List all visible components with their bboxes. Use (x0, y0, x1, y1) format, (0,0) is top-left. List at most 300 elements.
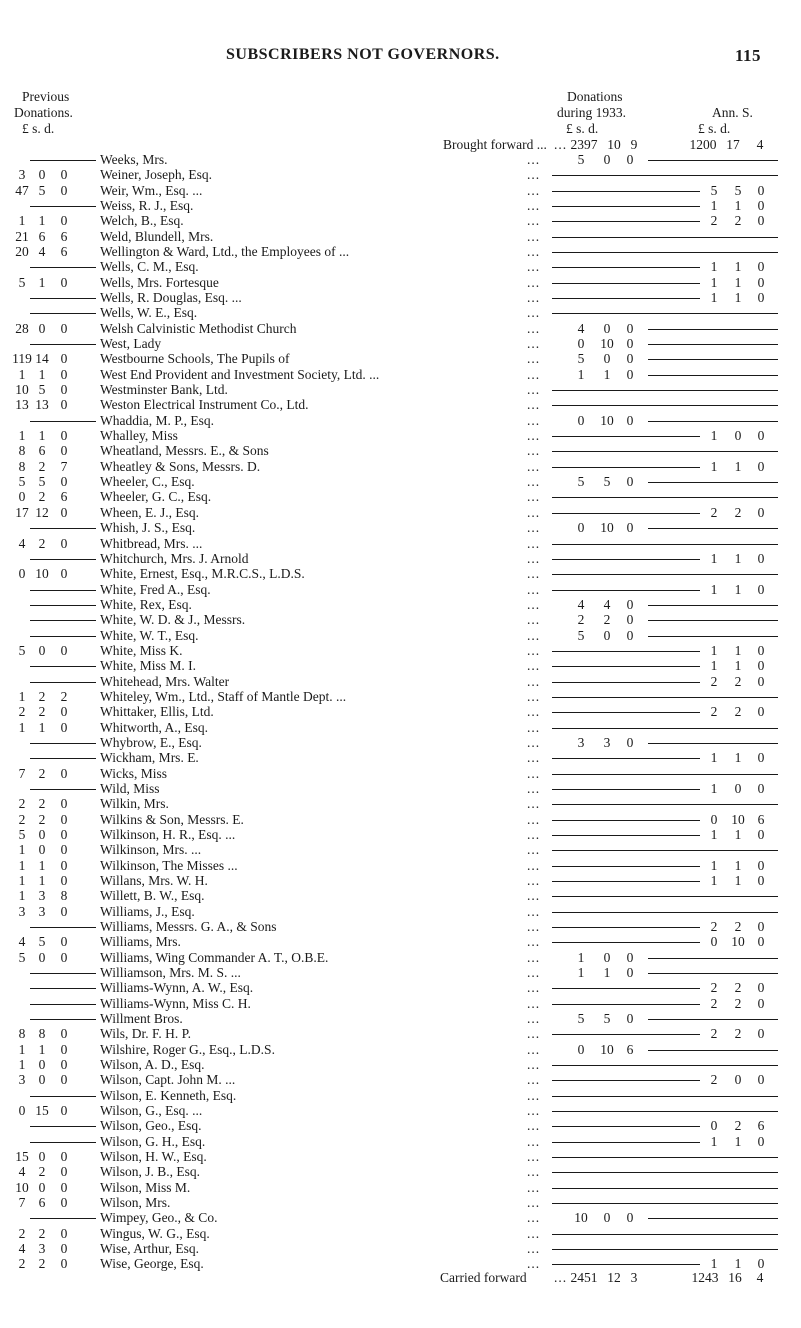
row-donation-dash (552, 820, 700, 821)
leader-dots: ... (527, 551, 541, 566)
row-previous-pounds: 5 (18, 950, 26, 965)
row-annual-pounds: 0 (710, 934, 718, 949)
leader-dots: ... (527, 720, 541, 735)
row-empty-dash (552, 544, 778, 545)
row-previous-pence: 0 (60, 1195, 68, 1210)
row-annual-shillings: 1 (734, 827, 742, 842)
row-previous-shillings: 2 (38, 1256, 46, 1271)
row-previous-pounds: 1 (18, 842, 26, 857)
row-annual-pounds: 1 (710, 290, 718, 305)
row-donation-pence: 0 (626, 321, 634, 336)
leader-dots: ... (527, 827, 541, 842)
row-previous-pence: 0 (60, 827, 68, 842)
row-previous-shillings: 0 (38, 1072, 46, 1087)
row-previous-pounds: 1 (18, 367, 26, 382)
subscriber-name: Whitchurch, Mrs. J. Arnold (100, 551, 249, 566)
subscriber-name: Wheeler, C., Esq. (100, 474, 195, 489)
brought-forward-donation-shillings: 10 (607, 137, 621, 152)
subscriber-name: Wheeler, G. C., Esq. (100, 489, 212, 504)
row-annual-shillings: 1 (734, 259, 742, 274)
row-annual-shillings: 0 (734, 781, 742, 796)
row-previous-pounds: 10 (15, 1180, 29, 1195)
row-donation-dash (552, 191, 700, 192)
subscriber-name: Wicks, Miss (100, 766, 167, 781)
subscriber-name: White, W. D. & J., Messrs. (100, 612, 246, 627)
row-donation-shillings: 5 (603, 474, 611, 489)
row-annual-pence: 0 (757, 704, 765, 719)
row-annual-pence: 0 (757, 428, 765, 443)
row-previous-shillings: 3 (38, 1241, 46, 1256)
row-annual-dash (648, 743, 778, 744)
carried-forward-annual-pounds: 1243 (691, 1270, 719, 1285)
row-previous-shillings: 1 (38, 367, 46, 382)
row-annual-pence: 0 (757, 674, 765, 689)
row-previous-pounds: 1 (18, 1042, 26, 1057)
running-title: SUBSCRIBERS NOT GOVERNORS. (226, 46, 500, 63)
row-previous-pence: 0 (60, 183, 68, 198)
row-previous-shillings: 1 (38, 428, 46, 443)
subscriber-name: Wimpey, Geo., & Co. (100, 1210, 218, 1225)
subscriber-name: Weiner, Joseph, Esq. (100, 167, 212, 182)
row-previous-dash (30, 1126, 96, 1127)
row-annual-pence: 0 (757, 996, 765, 1011)
leader-dots: ... (527, 643, 541, 658)
row-annual-shillings: 2 (734, 704, 742, 719)
row-annual-dash (648, 344, 778, 345)
row-previous-pounds: 4 (18, 1241, 26, 1256)
row-annual-pence: 0 (757, 643, 765, 658)
previous-header-line1: Previous (22, 89, 70, 104)
row-previous-dash (30, 682, 96, 683)
row-previous-shillings: 6 (38, 443, 46, 458)
row-previous-dash (30, 973, 96, 974)
row-annual-shillings: 1 (734, 551, 742, 566)
row-empty-dash (552, 451, 778, 452)
row-annual-pence: 0 (757, 198, 765, 213)
subscriber-name: Wheatley & Sons, Messrs. D. (100, 459, 261, 474)
leader-dots: ... (527, 520, 541, 535)
row-donation-pence: 0 (626, 351, 634, 366)
row-previous-pounds: 0 (18, 489, 26, 504)
row-previous-dash (30, 590, 96, 591)
row-previous-shillings: 2 (38, 766, 46, 781)
subscriber-name: Weir, Wm., Esq. ... (100, 183, 203, 198)
row-donation-shillings: 0 (603, 152, 611, 167)
leader-dots: ... (527, 873, 541, 888)
carried-forward-annual-shillings: 16 (728, 1270, 742, 1285)
leader-dots: ... (527, 934, 541, 949)
carried-forward-annual-pence: 4 (756, 1270, 764, 1285)
row-previous-dash (30, 313, 96, 314)
row-previous-shillings: 5 (38, 474, 46, 489)
row-annual-shillings: 10 (731, 934, 745, 949)
row-previous-pence: 0 (60, 213, 68, 228)
row-previous-pounds: 1 (18, 428, 26, 443)
row-previous-pounds: 1 (18, 1057, 26, 1072)
page-number: 115 (735, 46, 762, 65)
row-donation-shillings: 2 (603, 612, 611, 627)
row-annual-pounds: 2 (710, 505, 718, 520)
row-previous-dash (30, 605, 96, 606)
row-previous-dash (30, 789, 96, 790)
subscriber-name: Wingus, W. G., Esq. (100, 1226, 210, 1241)
row-annual-pounds: 2 (710, 704, 718, 719)
row-previous-pounds: 1 (18, 720, 26, 735)
row-previous-pounds: 0 (18, 1103, 26, 1118)
row-previous-pence: 0 (60, 1149, 68, 1164)
row-previous-shillings: 10 (35, 566, 49, 581)
row-annual-pence: 0 (757, 750, 765, 765)
row-previous-pounds: 7 (18, 1195, 26, 1210)
leader-dots: ... (527, 1241, 541, 1256)
subscriber-name: Wheatland, Messrs. E., & Sons (100, 443, 269, 458)
row-annual-pence: 0 (757, 873, 765, 888)
row-previous-pence: 0 (60, 505, 68, 520)
donations-units-header: £ s. d. (566, 121, 599, 136)
leader-dots: ... (527, 198, 541, 213)
row-previous-shillings: 2 (38, 796, 46, 811)
row-previous-shillings: 1 (38, 275, 46, 290)
leader-dots: ... (527, 980, 541, 995)
row-donation-shillings: 10 (600, 413, 614, 428)
row-annual-shillings: 1 (734, 198, 742, 213)
row-previous-shillings: 1 (38, 1042, 46, 1057)
leader-dots: ... (527, 474, 541, 489)
row-donation-dash (552, 988, 700, 989)
row-previous-pounds: 8 (18, 1026, 26, 1041)
row-previous-pounds: 2 (18, 796, 26, 811)
leader-dots: ... (527, 781, 541, 796)
row-previous-dash (30, 666, 96, 667)
row-annual-pence: 0 (757, 459, 765, 474)
subscriber-name: West, Lady (100, 336, 162, 351)
leader-dots: ... (527, 919, 541, 934)
row-donation-shillings: 4 (603, 597, 611, 612)
row-annual-shillings: 2 (734, 1118, 742, 1133)
carried-forward-donation-pence: 3 (630, 1270, 638, 1285)
row-previous-shillings: 14 (35, 351, 49, 366)
row-previous-shillings: 2 (38, 1226, 46, 1241)
leader-dots: ... (527, 459, 541, 474)
row-previous-pence: 0 (60, 858, 68, 873)
row-previous-shillings: 3 (38, 904, 46, 919)
row-annual-pounds: 2 (710, 674, 718, 689)
row-previous-pounds: 4 (18, 1164, 26, 1179)
subscriber-name: White, Rex, Esq. (100, 597, 192, 612)
leader-dots: ... (527, 443, 541, 458)
row-previous-dash (30, 267, 96, 268)
row-donation-dash (552, 1142, 700, 1143)
row-previous-pence: 0 (60, 766, 68, 781)
row-previous-shillings: 5 (38, 382, 46, 397)
leader-dots: ... (527, 842, 541, 857)
row-donation-dash (552, 1034, 700, 1035)
row-previous-pence: 0 (60, 704, 68, 719)
row-annual-shillings: 1 (734, 750, 742, 765)
row-donation-dash (552, 559, 700, 560)
row-annual-dash (648, 973, 778, 974)
row-previous-shillings: 2 (38, 536, 46, 551)
row-empty-dash (552, 1157, 778, 1158)
row-previous-pounds: 8 (18, 459, 26, 474)
row-previous-pence: 0 (60, 382, 68, 397)
row-donation-shillings: 10 (600, 520, 614, 535)
row-annual-pounds: 1 (710, 1256, 718, 1271)
row-previous-pence: 0 (60, 1256, 68, 1271)
leader-dots: ... (527, 1256, 541, 1271)
row-empty-dash (552, 252, 778, 253)
row-previous-pence: 0 (60, 428, 68, 443)
row-previous-pounds: 1 (18, 888, 26, 903)
row-donation-pence: 0 (626, 367, 634, 382)
leader-dots: ... (527, 259, 541, 274)
row-previous-shillings: 0 (38, 842, 46, 857)
brought-forward-annual-pounds: 1200 (689, 137, 717, 152)
row-annual-pounds: 2 (710, 996, 718, 1011)
row-previous-pounds: 0 (18, 566, 26, 581)
row-previous-shillings: 0 (38, 167, 46, 182)
previous-units-header: £ s. d. (22, 121, 55, 136)
leader-dots: ... (527, 536, 541, 551)
leader-dots: ... (527, 183, 541, 198)
leader-dots: ... (527, 1134, 541, 1149)
row-previous-pounds: 13 (15, 397, 29, 412)
row-annual-dash (648, 421, 778, 422)
row-annual-shillings: 5 (734, 183, 742, 198)
row-annual-shillings: 1 (734, 1134, 742, 1149)
row-donation-pence: 0 (626, 152, 634, 167)
row-previous-pence: 0 (60, 796, 68, 811)
brought-forward-annual-shillings: 17 (726, 137, 740, 152)
leader-dots: ... (527, 750, 541, 765)
row-previous-dash (30, 743, 96, 744)
row-annual-shillings: 1 (734, 1256, 742, 1271)
row-donation-pounds: 5 (577, 1011, 585, 1026)
row-previous-pence: 0 (60, 1180, 68, 1195)
subscriber-name: Whitworth, A., Esq. (100, 720, 208, 735)
row-previous-pence: 0 (60, 904, 68, 919)
row-previous-dash (30, 927, 96, 928)
row-donation-dash (552, 283, 700, 284)
subscriber-name: Wise, George, Esq. (100, 1256, 204, 1271)
row-donation-pence: 0 (626, 628, 634, 643)
row-donation-shillings: 1 (603, 367, 611, 382)
subscriber-name: Wilkinson, Mrs. ... (100, 842, 202, 857)
row-previous-shillings: 0 (38, 827, 46, 842)
row-donation-dash (552, 513, 700, 514)
row-annual-pence: 0 (757, 551, 765, 566)
row-previous-shillings: 0 (38, 1057, 46, 1072)
row-previous-pence: 0 (60, 1072, 68, 1087)
row-donation-dash (552, 298, 700, 299)
leader-dots: ... (527, 888, 541, 903)
row-previous-shillings: 2 (38, 489, 46, 504)
row-previous-pence: 0 (60, 1164, 68, 1179)
row-previous-dash (30, 758, 96, 759)
row-previous-dash (30, 298, 96, 299)
row-annual-pence: 0 (757, 934, 765, 949)
row-empty-dash (552, 728, 778, 729)
row-annual-shillings: 2 (734, 674, 742, 689)
row-previous-pence: 0 (60, 321, 68, 336)
row-donation-pence: 0 (626, 612, 634, 627)
row-previous-shillings: 4 (38, 244, 46, 259)
row-annual-pence: 0 (757, 858, 765, 873)
row-previous-pounds: 3 (18, 904, 26, 919)
row-annual-shillings: 2 (734, 1026, 742, 1041)
row-donation-shillings: 3 (603, 735, 611, 750)
subscriber-name: Wise, Arthur, Esq. (100, 1241, 200, 1256)
row-donation-dash (552, 866, 700, 867)
leader-dots: ... (527, 489, 541, 504)
row-annual-pence: 0 (757, 781, 765, 796)
subscriber-name: Whitehead, Mrs. Walter (100, 674, 230, 689)
row-donation-shillings: 10 (600, 1042, 614, 1057)
subscriber-name: Wilson, Mrs. (100, 1195, 171, 1210)
row-annual-shillings: 0 (734, 1072, 742, 1087)
row-donation-shillings: 1 (603, 965, 611, 980)
subscriber-name: Wellington & Ward, Ltd., the Employees of ... (100, 244, 350, 259)
subscriber-name: Whalley, Miss (100, 428, 178, 443)
row-previous-pence: 6 (60, 489, 68, 504)
row-previous-pounds: 1 (18, 873, 26, 888)
row-empty-dash (552, 237, 778, 238)
row-annual-shillings: 1 (734, 658, 742, 673)
row-previous-pounds: 1 (18, 689, 26, 704)
row-donation-dash (552, 1004, 700, 1005)
row-donation-pence: 0 (626, 1210, 634, 1225)
leader-dots: ... (527, 1180, 541, 1195)
subscriber-name: Wilshire, Roger G., Esq., L.D.S. (100, 1042, 275, 1057)
row-annual-pounds: 2 (710, 980, 718, 995)
leader-dots: ... (527, 950, 541, 965)
row-donation-pounds: 10 (574, 1210, 588, 1225)
row-empty-dash (552, 912, 778, 913)
subscriber-name: Willans, Mrs. W. H. (100, 873, 208, 888)
row-annual-pounds: 1 (710, 459, 718, 474)
row-donation-dash (552, 682, 700, 683)
row-previous-pounds: 2 (18, 1256, 26, 1271)
row-empty-dash (552, 497, 778, 498)
leader-dots: ... (527, 566, 541, 581)
subscriber-name: Whaddia, M. P., Esq. (100, 413, 214, 428)
subscriber-name: Wells, R. Douglas, Esq. ... (100, 290, 242, 305)
row-annual-pounds: 1 (710, 873, 718, 888)
leader-dots: ... (527, 796, 541, 811)
row-annual-pence: 0 (757, 658, 765, 673)
row-annual-pence: 0 (757, 183, 765, 198)
row-donation-dash (552, 1080, 700, 1081)
row-previous-dash (30, 160, 96, 161)
subscriber-name: Wilkin, Mrs. (100, 796, 169, 811)
row-annual-pounds: 2 (710, 213, 718, 228)
subscriber-name: Wilkinson, The Misses ... (100, 858, 238, 873)
leader-dots: ... (527, 674, 541, 689)
row-previous-pence: 0 (60, 720, 68, 735)
row-donation-dash (552, 1126, 700, 1127)
row-previous-shillings: 6 (38, 229, 46, 244)
leader-dots: ... (527, 658, 541, 673)
row-previous-dash (30, 1004, 96, 1005)
row-previous-pence: 0 (60, 474, 68, 489)
subscriber-name: White, W. T., Esq. (100, 628, 199, 643)
row-annual-shillings: 2 (734, 919, 742, 934)
row-previous-shillings: 0 (38, 643, 46, 658)
subscriber-name: Williams, J., Esq. (100, 904, 195, 919)
row-empty-dash (552, 574, 778, 575)
row-donation-pounds: 5 (577, 474, 585, 489)
row-donation-pounds: 5 (577, 152, 585, 167)
row-empty-dash (552, 697, 778, 698)
row-previous-pounds: 5 (18, 275, 26, 290)
row-previous-pounds: 1 (18, 213, 26, 228)
row-empty-dash (552, 1234, 778, 1235)
row-previous-pounds: 21 (15, 229, 29, 244)
brought-forward-donation-pence: 9 (630, 137, 638, 152)
leader-dots: ... (527, 766, 541, 781)
row-donation-dash (552, 651, 700, 652)
row-annual-dash (648, 1218, 778, 1219)
row-annual-pounds: 2 (710, 1026, 718, 1041)
subscriber-name: Willett, B. W., Esq. (100, 888, 205, 903)
leader-dots: ... (527, 704, 541, 719)
leader-dots: ... (527, 1118, 541, 1133)
row-donation-dash (552, 927, 700, 928)
row-previous-pence: 0 (60, 367, 68, 382)
subscriber-name: Williams-Wynn, A. W., Esq. (100, 980, 254, 995)
row-annual-shillings: 2 (734, 505, 742, 520)
row-annual-pounds: 1 (710, 1134, 718, 1149)
row-donation-dash (552, 1264, 700, 1265)
row-donation-pounds: 0 (577, 336, 585, 351)
row-annual-shillings: 0 (734, 428, 742, 443)
brought-forward-donation-pounds: 2397 (570, 137, 598, 152)
subscriber-name: Wilson, G., Esq. ... (100, 1103, 203, 1118)
row-annual-shillings: 1 (734, 290, 742, 305)
row-previous-dash (30, 206, 96, 207)
subscriber-name: Wilson, G. H., Esq. (100, 1134, 206, 1149)
row-annual-shillings: 2 (734, 980, 742, 995)
row-annual-dash (648, 1019, 778, 1020)
row-donation-pounds: 5 (577, 628, 585, 643)
row-previous-pounds: 2 (18, 704, 26, 719)
row-annual-shillings: 1 (734, 275, 742, 290)
row-annual-pence: 0 (757, 1072, 765, 1087)
row-previous-pence: 0 (60, 934, 68, 949)
leader-dots: ... (527, 367, 541, 382)
row-previous-pounds: 8 (18, 443, 26, 458)
row-donation-shillings: 0 (603, 950, 611, 965)
row-previous-pence: 0 (60, 275, 68, 290)
row-annual-pence: 0 (757, 919, 765, 934)
row-donation-pence: 0 (626, 1011, 634, 1026)
row-previous-pounds: 5 (18, 827, 26, 842)
subscriber-name: Wickham, Mrs. E. (100, 750, 199, 765)
row-donation-pounds: 1 (577, 367, 585, 382)
row-previous-dash (30, 559, 96, 560)
row-previous-shillings: 0 (38, 950, 46, 965)
row-donation-pounds: 2 (577, 612, 585, 627)
subscriber-name: Williams, Messrs. G. A., & Sons (100, 919, 277, 934)
subscriber-name: Wilkinson, H. R., Esq. ... (100, 827, 236, 842)
leader-dots: ... (527, 351, 541, 366)
leader-dots: ... (527, 597, 541, 612)
row-previous-pounds: 5 (18, 643, 26, 658)
subscriber-name: Wells, Mrs. Fortesque (100, 275, 219, 290)
row-annual-pounds: 2 (710, 919, 718, 934)
subscriber-name: Westbourne Schools, The Pupils of (100, 351, 290, 366)
row-annual-pence: 0 (757, 827, 765, 842)
